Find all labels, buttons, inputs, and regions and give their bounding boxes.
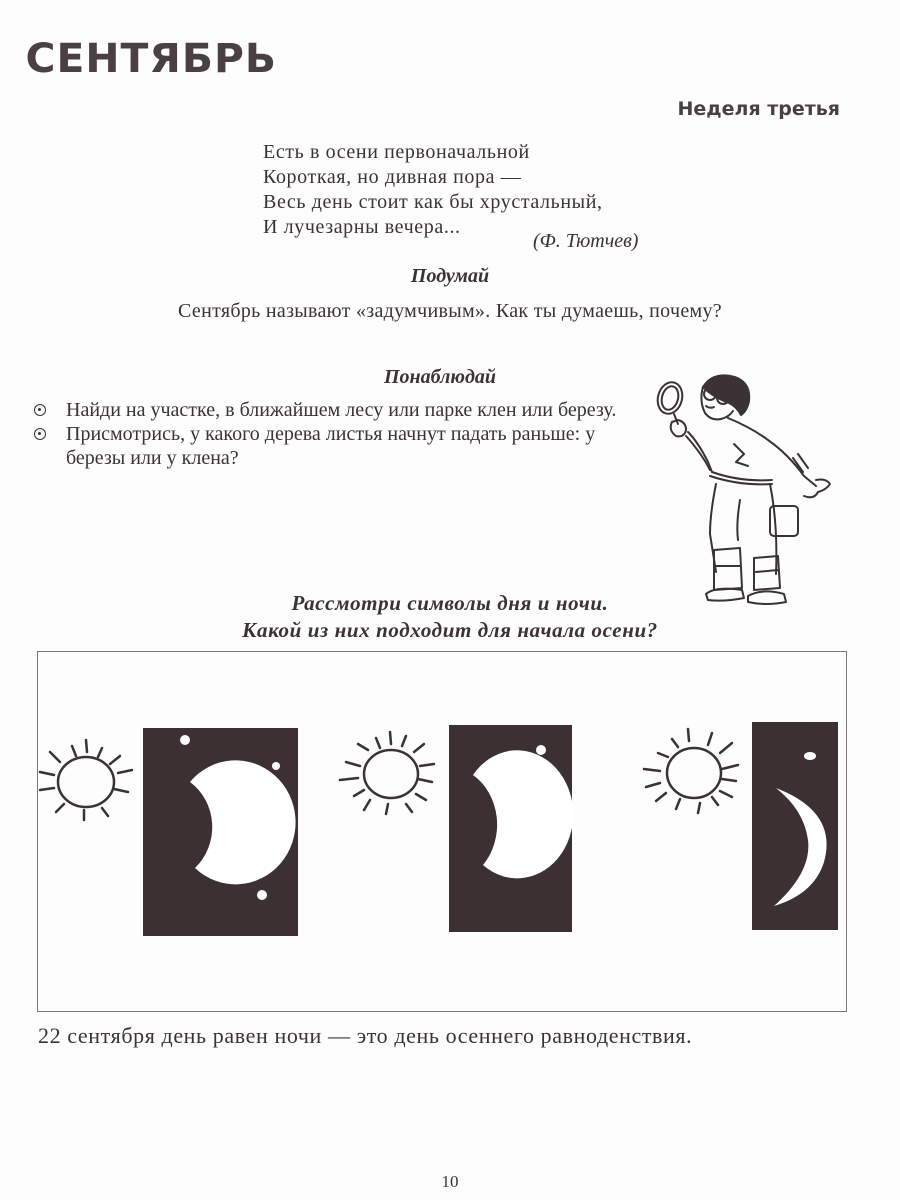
crescent-moon-icon — [752, 722, 838, 930]
poem-line: Короткая, но дивная пора — — [263, 166, 522, 188]
sun-icon — [336, 728, 438, 828]
crescent-moon-icon — [143, 728, 298, 936]
observe-heading: Понаблюдай — [383, 366, 497, 388]
circled-dot-icon — [34, 428, 46, 440]
poem-line: И лучезарны вечера... — [263, 216, 461, 238]
night-panel-narrow — [752, 722, 838, 930]
think-question: Сентябрь называют «задумчивым». Как ты думаешь, почему? — [178, 300, 722, 322]
poem-line: Есть в осени первоначальной — [263, 141, 530, 163]
observe-list — [34, 398, 624, 470]
think-heading: Подумай — [410, 265, 490, 287]
sun-icon — [36, 730, 138, 830]
night-panel-medium — [449, 725, 572, 932]
night-panel-wide — [143, 728, 298, 936]
list-item — [34, 422, 624, 470]
week-title: Неделя третья — [677, 98, 840, 120]
task-heading-line1: Рассмотри символы дня и ночи. — [291, 591, 609, 615]
boy-with-magnifier-illustration — [648, 372, 838, 607]
page-number: 10 — [441, 1172, 459, 1191]
crescent-moon-icon — [449, 725, 572, 932]
poem-author: (Ф. Тютчев) — [533, 230, 639, 252]
month-title: СЕНТЯБРЬ — [25, 36, 278, 82]
list-item-label: Найди на участке, в ближайшем лесу или парке клен или березу. — [66, 399, 617, 421]
list-item-label: Присмотрись, у какого дерева листья начнут падать раньше: у березы или у клена? — [66, 423, 596, 469]
equinox-fact: 22 сентября день равен ночи — это день осеннего равноденствия. — [38, 1023, 693, 1048]
sun-icon — [638, 725, 742, 825]
circled-dot-icon — [34, 404, 46, 416]
task-heading — [0, 590, 900, 644]
poem — [263, 140, 603, 240]
poem-line: Весь день стоит как бы хрустальный, — [263, 191, 603, 213]
task-heading-line2: Какой из них подходит для начала осени? — [242, 618, 658, 642]
list-item — [34, 398, 624, 422]
